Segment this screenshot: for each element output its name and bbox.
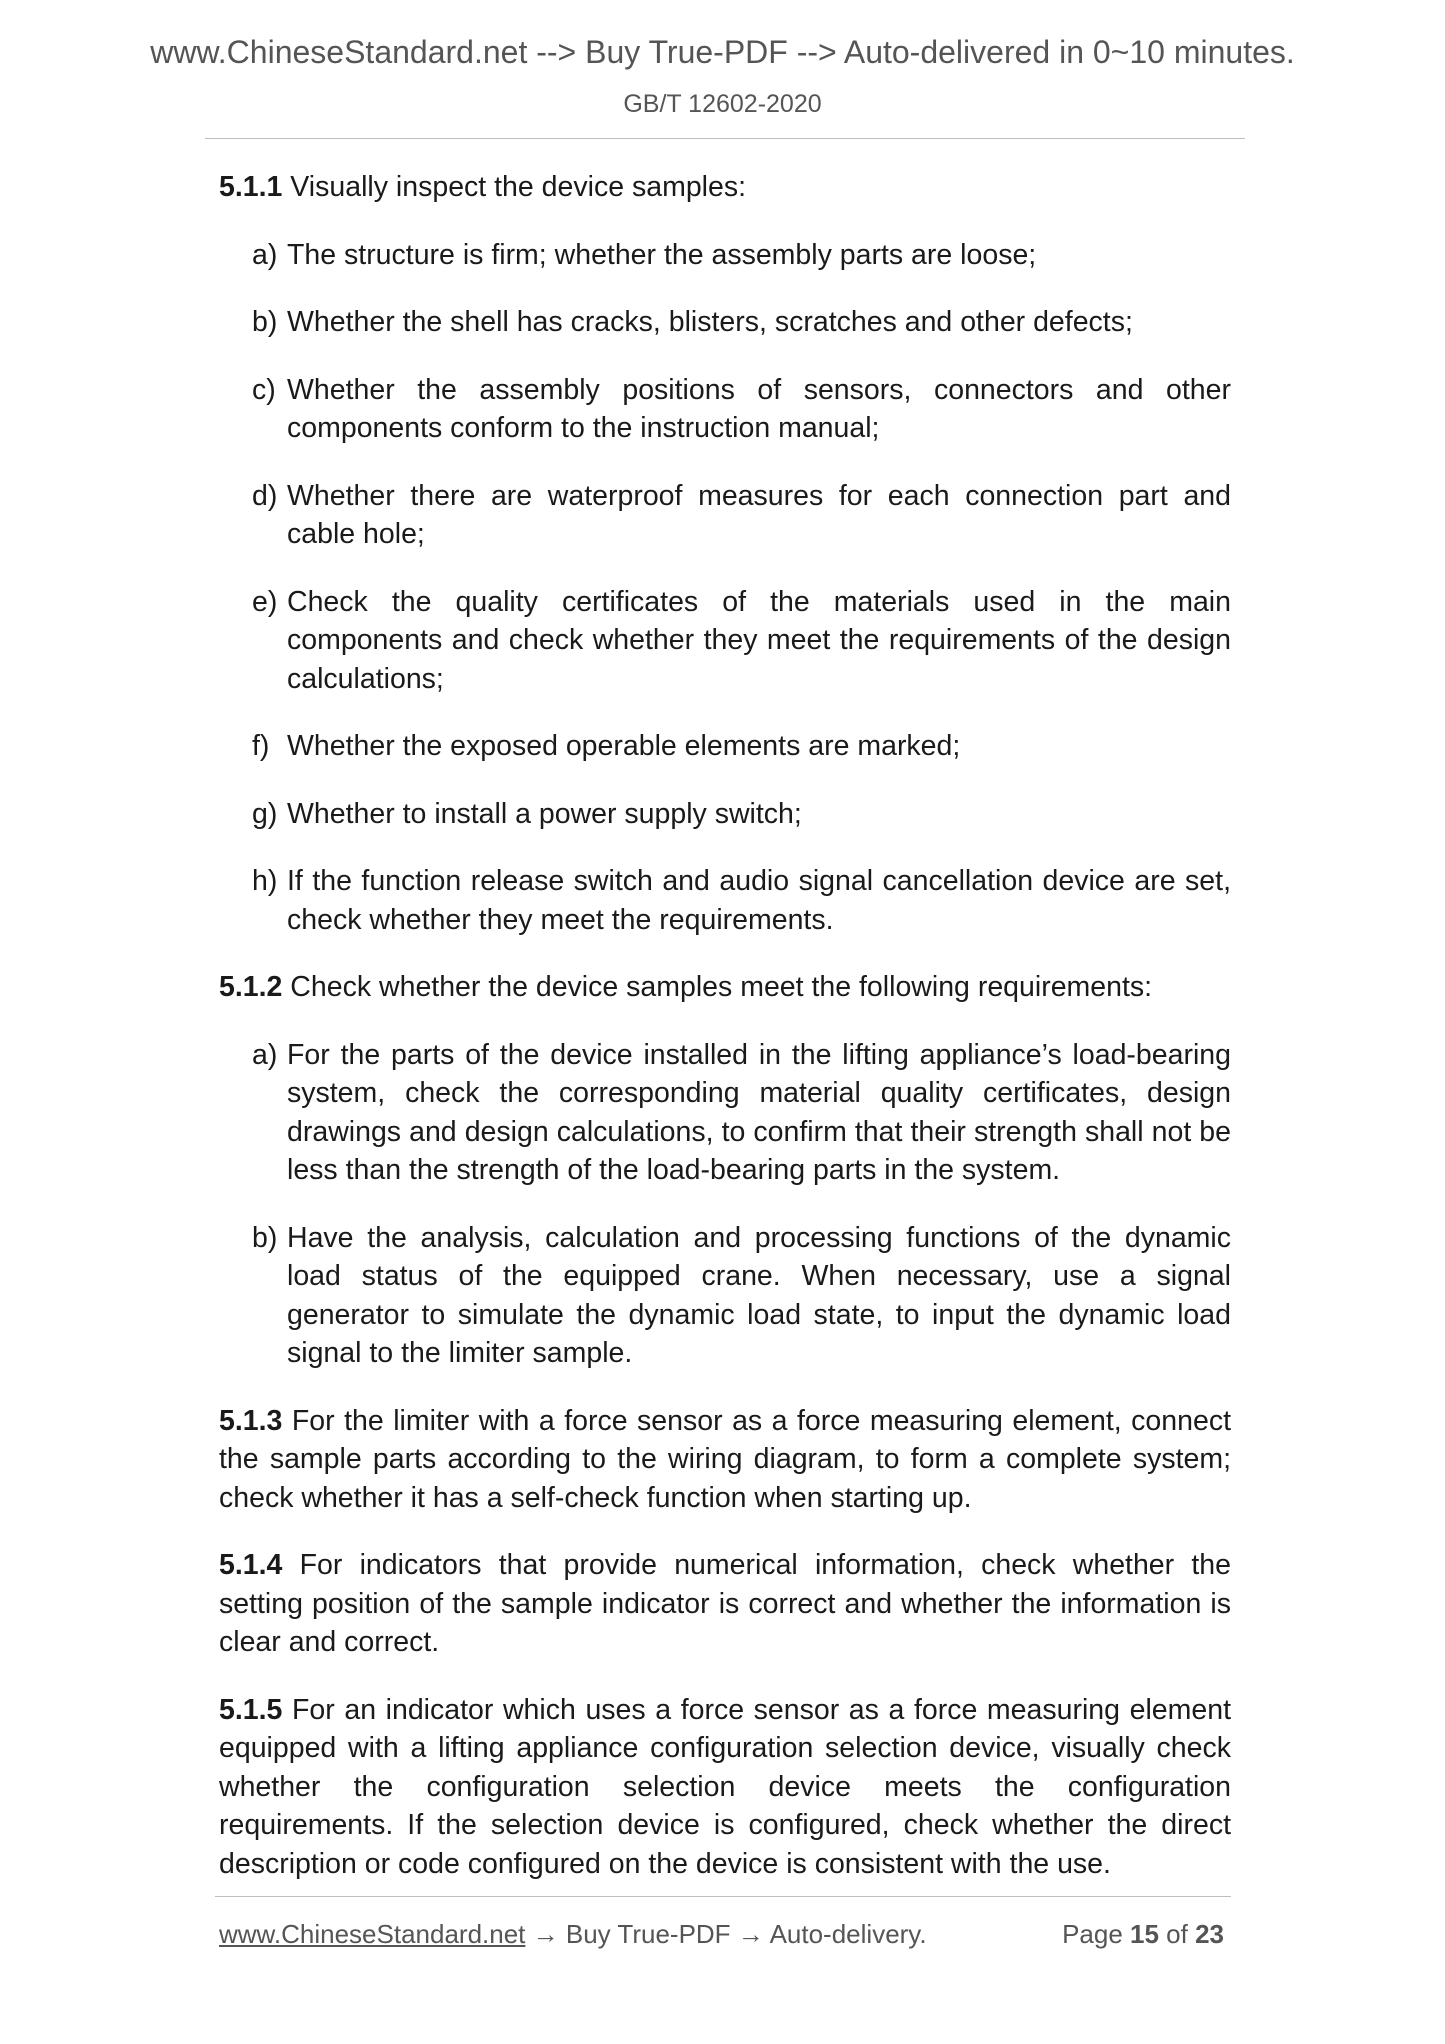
clause-number: 5.1.4 <box>219 1549 283 1581</box>
list-marker: a) <box>252 238 278 271</box>
clause-text: For an indicator which uses a force sensor as a force measuring element equipped with a lifting appliance configuration selection device, visually check whether the configuration selection device meets the configuration requirements. If the selection device is configured, check whether the direct description or code configured on the device is consistent with the use. <box>219 1693 1231 1880</box>
list-item <box>252 303 1231 342</box>
page-indicator <box>1062 1919 1224 1950</box>
clause-5-1-4 <box>219 1546 1231 1662</box>
page-total: 23 <box>1195 1919 1224 1949</box>
list-marker: g) <box>252 797 278 830</box>
clause-5-1-2-list <box>219 1036 1231 1373</box>
page-footer <box>219 1919 1224 1950</box>
clause-text: Visually inspect the device samples: <box>282 171 747 203</box>
clause-text: For indicators that provide numerical information, check whether the setting position of the sample indicator is correct and whether the information is clear and correct. <box>219 1549 1231 1658</box>
clause-number: 5.1.5 <box>219 1693 283 1726</box>
clause-text: Check whether the device samples meet the following requirements: <box>282 971 1153 1003</box>
list-marker: b) <box>252 306 278 338</box>
header-banner: www.ChineseStandard.net --> Buy True-PDF --> Auto-delivered in 0~10 minutes. <box>150 34 1295 70</box>
list-marker: b) <box>252 1221 278 1254</box>
page-current: 15 <box>1130 1919 1159 1949</box>
clause-text: For the limiter with a force sensor as a force measuring element, connect the sample parts according to the wiring diagram, to form a complete system; check whether it has a self-check function when starting up. <box>219 1404 1231 1514</box>
clause-number: 5.1.1 <box>219 171 283 203</box>
list-item-text: Whether there are waterproof measures for each connection part and cable hole; <box>287 479 1231 550</box>
website-link[interactable]: www.ChineseStandard.net <box>219 1919 526 1949</box>
page-of: of <box>1158 1919 1196 1949</box>
list-marker: h) <box>252 865 278 897</box>
clause-5-1-1 <box>219 168 1231 207</box>
list-item <box>252 583 1231 699</box>
list-marker: d) <box>252 479 278 512</box>
document-body <box>219 168 1231 1912</box>
list-marker: f) <box>252 730 270 762</box>
list-item <box>252 727 1231 766</box>
footer-tagline: → Buy True-PDF → Auto-delivery. <box>525 1919 927 1949</box>
list-marker: a) <box>252 1038 278 1071</box>
list-item-text: Whether to install a power supply switch; <box>287 797 802 830</box>
list-item <box>252 477 1231 554</box>
list-item-text: Whether the assembly positions of sensors, connectors and other components conform to the instruction manual; <box>287 373 1231 444</box>
list-item-text: Whether the exposed operable elements are marked; <box>287 730 961 762</box>
list-item <box>252 862 1231 939</box>
header-divider <box>205 138 1245 139</box>
list-item-text: Check the quality certificates of the materials used in the main components and check whether they meet the requirements of the design calculations; <box>287 585 1231 695</box>
list-item <box>252 1219 1231 1373</box>
footer-left <box>219 1919 927 1950</box>
clause-5-1-5 <box>219 1691 1231 1884</box>
clause-number: 5.1.2 <box>219 971 283 1003</box>
list-marker: e) <box>252 585 278 618</box>
page-label: Page <box>1062 1919 1131 1949</box>
list-item <box>252 1036 1231 1190</box>
clause-number: 5.1.3 <box>219 1404 283 1437</box>
list-item <box>252 371 1231 448</box>
footer-divider <box>215 1896 1231 1897</box>
list-item-text: If the function release switch and audio signal cancellation device are set, check whether they meet the requirements. <box>287 865 1231 936</box>
list-item <box>252 795 1231 834</box>
clause-5-1-1-list <box>219 236 1231 940</box>
list-item-text: The structure is firm; whether the assembly parts are loose; <box>287 238 1037 271</box>
list-item-text: Have the analysis, calculation and processing functions of the dynamic load status of the equipped crane. When necessary, use a signal generator to simulate the dynamic load state, to input the dynamic load signal to the limiter sample. <box>287 1221 1231 1369</box>
list-item-text: Whether the shell has cracks, blisters, scratches and other defects; <box>287 306 1133 338</box>
list-item-text: For the parts of the device installed in the lifting appliance’s load-bearing system, check the corresponding material quality certificates, design drawings and design calculations, to confirm that their strength shall not be less than the strength of the load-bearing parts in the system. <box>287 1038 1231 1186</box>
clause-5-1-3 <box>219 1402 1231 1518</box>
standard-code: GB/T 12602-2020 <box>623 90 822 118</box>
list-item <box>252 236 1231 275</box>
list-marker: c) <box>252 373 276 406</box>
clause-5-1-2 <box>219 968 1231 1007</box>
